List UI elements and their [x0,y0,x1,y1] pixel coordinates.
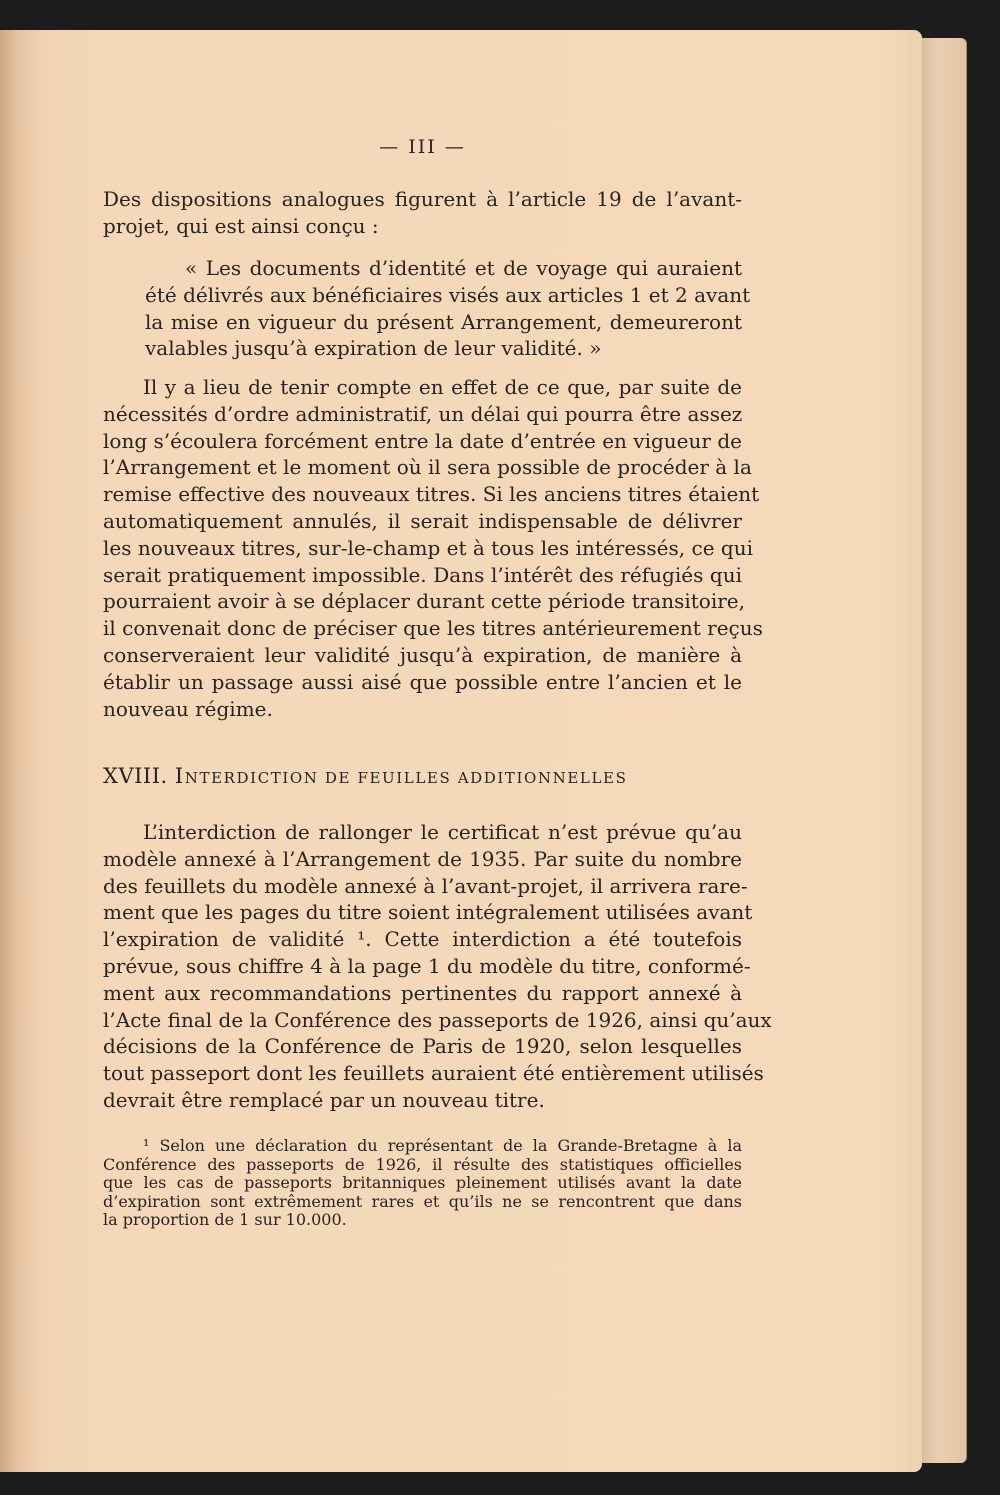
text-line: été délivrés aux bénéficiaires visés aux articles 1 et 2 avant [145,282,751,307]
text-line: nécessités d’ordre administratif, un délai qui pourra être assez [103,401,743,426]
text-line: Conférence des passeports de 1926, il résulte des statistiques officielles [103,1154,742,1174]
text-line: L’interdiction de rallonger le certificat n’est prévue qu’au [143,820,742,844]
text-line: modèle annexé à l’Arrangement de 1935. Par suite du nombre [103,846,742,871]
text-line: devrait être remplacé par un nouveau titre. [103,1087,545,1112]
text-line: décisions de la Conférence de Paris de 1920, selon lesquelles [103,1034,742,1059]
paragraph-3 [103,819,772,1114]
text-line: que les cas de passeports britanniques pleinement utilisés avant la date [103,1173,742,1193]
text-line: long s’écoulera forcément entre la date d’entrée en vigueur de [103,428,742,453]
text-line: établir un passage aussi aisé que possible entre l’ancien et le [103,669,742,694]
text-line: Des dispositions analogues figurent à l’article 19 de l’avant- [103,187,742,211]
text-line: tout passeport dont les feuillets auraient été entièrement utilisés [103,1061,764,1086]
section-number: XVIII. [103,764,168,788]
text-line: ¹ Selon une déclaration du représentant de la Grande-Bretagne à la [143,1136,742,1155]
text-line: projet, qui est ainsi conçu : [103,213,379,238]
footnote [103,1137,742,1230]
text-line: serait pratiquement impossible. Dans l’intérêt des réfugiés qui [103,562,742,587]
text-line: pourraient avoir à se déplacer durant cette période transitoire, [103,589,745,614]
text-line: d’expiration sont extrêmement rares et qu’ils ne se rencontrent que dans [103,1191,742,1211]
text-line: Il y a lieu de tenir compte en effet de ce que, par suite de [143,375,742,399]
text-line: prévue, sous chiffre 4 à la page 1 du modèle du titre, conformé- [103,953,751,978]
book-page [0,30,922,1472]
text-line: il convenait donc de préciser que les titres antérieurement reçus [103,616,763,641]
text-line: ment aux recommandations pertinentes du rapport annexé à [103,980,742,1005]
text-line: des feuillets du modèle annexé à l’avant-projet, il arrivera rare- [103,873,748,898]
text-line: automatiquement annulés, il serait indispensable de délivrer [103,508,742,533]
text-line: « Les documents d’identité et de voyage qui auraient [185,256,742,280]
paragraph-2 [103,374,763,722]
text-line: remise effective des nouveaux titres. Si les anciens titres étaient [103,482,760,507]
page-number: — III — [379,136,466,158]
paragraph-1 [103,186,742,240]
text-line: l’Arrangement et le moment où il sera possible de procéder à la [103,455,752,480]
section-title: INTERDICTION DE FEUILLES ADDITIONNELLES [174,764,628,788]
text-line: l’Acte final de la Conférence des passeports de 1926, ainsi qu’aux [103,1007,772,1032]
text-line: les nouveaux titres, sur-le-champ et à tous les intéressés, ce qui [103,535,753,560]
text-line: valables jusqu’à expiration de leur validité. » [145,336,602,361]
text-line: ment que les pages du titre soient intégralement utilisées avant [103,900,753,925]
text-line: conserveraient leur validité jusqu’à expiration, de manière à [103,642,742,667]
text-line: l’expiration de validité ¹. Cette interdiction a été toutefois [103,927,742,952]
text-line: la proportion de 1 sur 10.000. [103,1210,347,1230]
section-heading [103,764,627,788]
text-line: nouveau régime. [103,696,273,721]
text-line: la mise en vigueur du présent Arrangement, demeureront [145,309,742,334]
block-quote [145,255,751,362]
